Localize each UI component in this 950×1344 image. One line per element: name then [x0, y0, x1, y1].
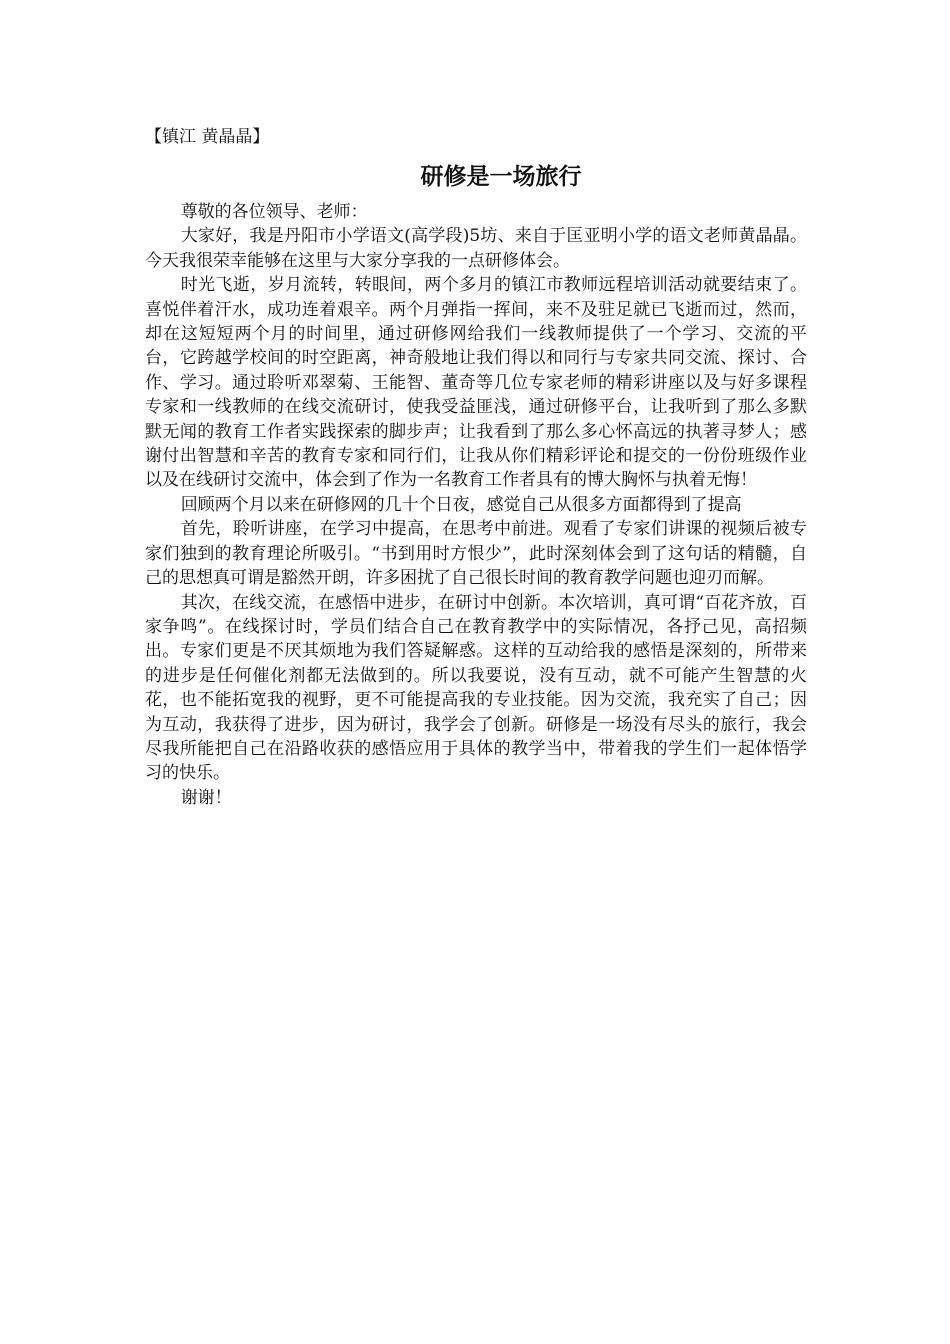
- body-paragraph: 其次，在线交流，在感悟中进步，在研讨中创新。本次培训，真可谓“百花齐放，百家争鸣”。在线探讨时，学员们结合自己在教育教学中的实际情况，各抒己见，高招频出。专家们更是不厌其烦地为我们答疑解惑。这样的互动给我的感悟是深刻的，所带来的进步是任何催化剂都无法做到的。所以我要说，没有互动，就不可能产生智慧的火花，也不能拓宽我的视野，更不可能提高我的专业技能。因为交流，我充实了自己；因为互动，我获得了进步，因为研讨，我学会了创新。研修是一场没有尽头的旅行，我会尽我所能把自己在沿路收获的感悟应用于具体的教学当中，带着我的学生们一起体悟学习的快乐。: [145, 592, 807, 784]
- body-paragraph: 时光飞逝，岁月流转，转眼间，两个多月的镇江市教师远程培训活动就要结束了。喜悦伴着汗水，成功连着艰辛。两个月弹指一挥间，来不及驻足就已飞逝而过，然而，却在这短短两个月的时间里，通过研修网给我们一线教师提供了一个学习、交流的平台，它跨越学校间的时空距离，神奇般地让我们得以和同行与专家共同交流、探讨、合作、学习。通过聆听邓翠菊、王能智、董奇等几位专家老师的精彩讲座以及与好多课程专家和一线教师的在线交流研讨，使我受益匪浅，通过研修平台，让我听到了那么多默默无闻的教育工作者实践探索的脚步声；让我看到了那么多心怀高远的执著寻梦人；感谢付出智慧和辛苦的教育专家和同行们，让我从你们精彩评论和提交的一份份班级作业以及在线研讨交流中，体会到了作为一名教育工作者具有的博大胸怀与执着无悔！: [145, 275, 807, 491]
- author-tag: 【镇江 黄晶晶】: [145, 127, 270, 147]
- intro-paragraph: 大家好，我是丹阳市小学语文(高学段)5坊、来自于匡亚明小学的语文老师黄晶晶。今天我很荣幸能够在这里与大家分享我的一点研修体会。: [145, 226, 807, 271]
- closing-paragraph: 谢谢！: [180, 787, 232, 808]
- document-body: [145, 124, 807, 810]
- document-title: 研修是一场旅行: [420, 164, 582, 190]
- greeting-paragraph: 尊敬的各位领导、老师：: [180, 202, 368, 222]
- body-paragraph: 回顾两个月以来在研修网的几十个日夜，感觉自己从很多方面都得到了提高: [180, 494, 742, 515]
- body-paragraph: 首先，聆听讲座，在学习中提高，在思考中前进。观看了专家们讲课的视频后被专家们独到的教育理论所吸引。“书到用时方恨少”，此时深刻体会到了这句话的精髓，自己的思想真可谓是豁然开朗，许多困扰了自己很长时间的教育教学问题也迎刃而解。: [145, 519, 807, 589]
